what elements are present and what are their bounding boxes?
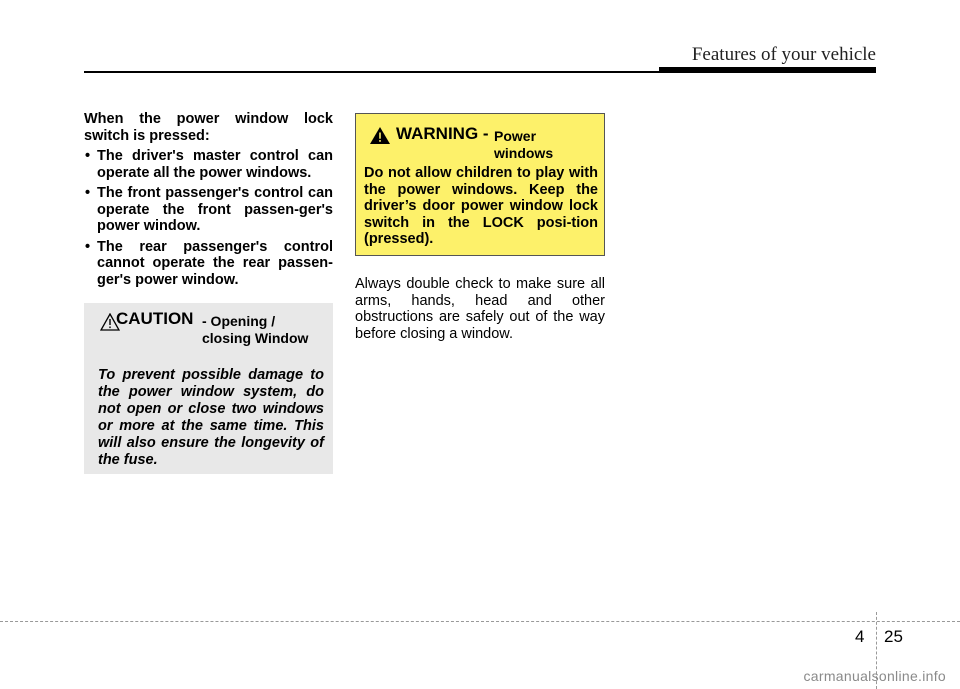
left-column bbox=[84, 111, 333, 292]
warning-box bbox=[355, 113, 605, 256]
page-header-title: Features of your vehicle bbox=[691, 44, 876, 65]
bullet-marker: • bbox=[85, 148, 91, 164]
warning-triangle-icon bbox=[369, 126, 391, 145]
caution-label: CAUTION bbox=[116, 309, 194, 328]
caution-text: To prevent possible damage to the power window system, do not open or close two windows or more at the same time. This will also ensure the longevity of the fuse. bbox=[98, 367, 324, 468]
bullet-item bbox=[84, 148, 333, 181]
header-rule bbox=[84, 71, 659, 73]
page-number: 25 bbox=[884, 627, 903, 646]
footer-rule bbox=[0, 621, 960, 622]
header-rule-thick bbox=[659, 67, 876, 73]
chapter-number: 4 bbox=[855, 627, 865, 646]
bullet-text: The front passenger's control can operate the front passen-ger's power window. bbox=[97, 185, 333, 234]
bullet-text: The rear passenger's control cannot operate the rear passen-ger's power window. bbox=[97, 238, 333, 288]
caution-subtitle: - Opening / closing Window bbox=[202, 313, 309, 346]
bullet-marker: • bbox=[85, 185, 91, 201]
bullet-item bbox=[84, 239, 333, 289]
body-paragraph: Always double check to make sure all arms, hands, head and other obstructions are safely out of the way before closing a window. bbox=[355, 276, 605, 342]
bullet-item bbox=[84, 185, 333, 235]
bullet-marker: • bbox=[85, 238, 91, 255]
bullet-text: The driver's master control can operate all the power windows. bbox=[97, 148, 333, 181]
warning-label: WARNING - bbox=[396, 124, 489, 143]
watermark: carmanualsonline.info bbox=[803, 668, 946, 684]
bullet-list bbox=[84, 148, 333, 288]
warning-text: Do not allow children to play with the power windows. Keep the driver’s door power window lock switch in the LOCK posi-tion (pressed). bbox=[364, 165, 598, 247]
intro-text: When the power window lock switch is pressed: bbox=[84, 111, 333, 144]
caution-box bbox=[84, 303, 333, 474]
warning-subtitle: Power windows bbox=[494, 128, 554, 161]
